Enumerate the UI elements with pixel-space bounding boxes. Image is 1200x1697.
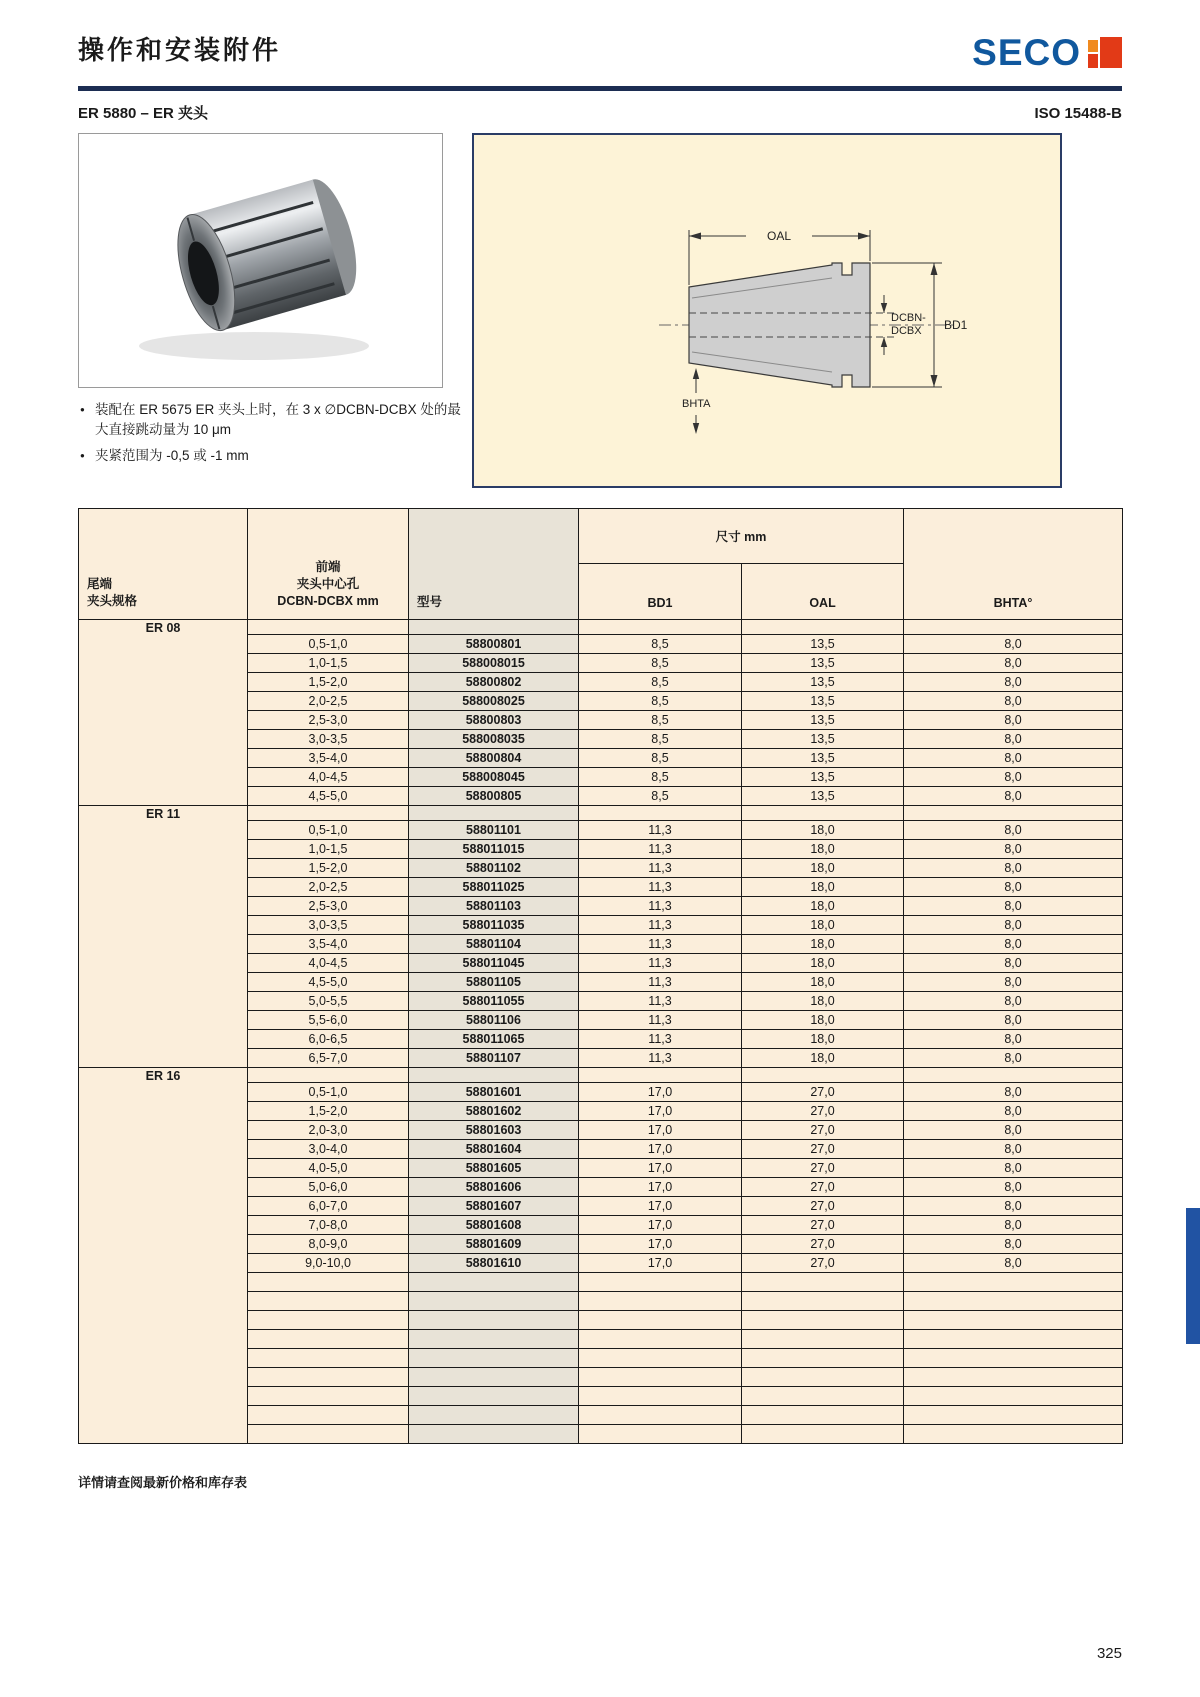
model-number-cell: 588008045	[409, 768, 579, 787]
product-line-title: ER 5880 – ER 夹头	[78, 105, 209, 122]
oal-value-cell: 27,0	[742, 1083, 904, 1102]
bhta-value-cell: 8,0	[904, 692, 1123, 711]
bd1-value-cell: 17,0	[579, 1102, 742, 1121]
header-rule	[78, 86, 1122, 91]
bd1-value-cell: 17,0	[579, 1121, 742, 1140]
model-number-cell	[409, 1349, 579, 1368]
clamping-range-cell	[248, 1330, 409, 1349]
bd1-value-cell: 8,5	[579, 711, 742, 730]
clamping-range-cell: 4,0-5,0	[248, 1159, 409, 1178]
oal-dimension-label: OAL	[766, 229, 792, 243]
oal-value-cell: 18,0	[742, 992, 904, 1011]
oal-value-cell: 18,0	[742, 935, 904, 954]
clamping-range-cell: 1,5-2,0	[248, 859, 409, 878]
model-number-cell: 58800801	[409, 635, 579, 654]
model-number-cell: 588008025	[409, 692, 579, 711]
clamping-range-cell: 2,0-2,5	[248, 878, 409, 897]
sub-header	[78, 102, 1122, 123]
bhta-value-cell: 8,0	[904, 1011, 1123, 1030]
group-label-row	[79, 620, 1123, 635]
bd1-value-cell	[579, 1292, 742, 1311]
bd1-value-cell: 17,0	[579, 1083, 742, 1102]
bhta-value-cell: 8,0	[904, 1216, 1123, 1235]
oal-value-cell: 13,5	[742, 768, 904, 787]
oal-value-cell: 18,0	[742, 859, 904, 878]
model-number-cell: 588011045	[409, 954, 579, 973]
bhta-value-cell: 8,0	[904, 840, 1123, 859]
clamping-range-cell: 2,0-3,0	[248, 1121, 409, 1140]
bd1-value-cell: 17,0	[579, 1235, 742, 1254]
bhta-value-cell: 8,0	[904, 1102, 1123, 1121]
bd1-value-cell: 11,3	[579, 973, 742, 992]
model-number-cell: 58801605	[409, 1159, 579, 1178]
bd1-value-cell: 11,3	[579, 935, 742, 954]
model-number-cell: 58801104	[409, 935, 579, 954]
clamping-range-cell	[248, 620, 409, 635]
model-number-cell	[409, 806, 579, 821]
clamping-range-cell	[248, 1311, 409, 1330]
bd1-value-cell	[579, 1068, 742, 1083]
seco-logo-mark-icon	[1088, 37, 1122, 68]
bhta-value-cell: 8,0	[904, 1197, 1123, 1216]
bd1-value-cell: 11,3	[579, 821, 742, 840]
oal-value-cell	[742, 620, 904, 635]
footer-note: 详情请查阅最新价格和库存表	[78, 1475, 248, 1490]
oal-value-cell: 18,0	[742, 954, 904, 973]
model-number-cell: 58801603	[409, 1121, 579, 1140]
model-number-cell: 58801606	[409, 1178, 579, 1197]
bhta-value-cell: 8,0	[904, 1159, 1123, 1178]
model-number-cell: 588008035	[409, 730, 579, 749]
clamping-range-cell: 0,5-1,0	[248, 635, 409, 654]
bd1-value-cell	[579, 1425, 742, 1444]
bhta-value-cell: 8,0	[904, 1140, 1123, 1159]
model-number-cell: 58801602	[409, 1102, 579, 1121]
column-header-front-bore	[248, 509, 409, 620]
oal-value-cell: 13,5	[742, 787, 904, 806]
oal-value-cell	[742, 1406, 904, 1425]
oal-value-cell: 18,0	[742, 1049, 904, 1068]
product-photo-box	[78, 133, 443, 388]
clamping-range-cell: 3,0-3,5	[248, 730, 409, 749]
bd1-value-cell: 17,0	[579, 1178, 742, 1197]
bhta-value-cell: 8,0	[904, 973, 1123, 992]
collet-table-body	[79, 620, 1123, 1444]
bhta-value-cell	[904, 1273, 1123, 1292]
oal-value-cell: 18,0	[742, 840, 904, 859]
bd1-value-cell: 17,0	[579, 1197, 742, 1216]
model-number-cell: 58800802	[409, 673, 579, 692]
model-number-cell	[409, 1406, 579, 1425]
clamping-range-cell: 4,5-5,0	[248, 787, 409, 806]
bd1-value-cell: 11,3	[579, 1030, 742, 1049]
dcbn-dcbx-dimension-label: DCBN-	[891, 312, 926, 324]
bd1-value-cell: 11,3	[579, 859, 742, 878]
clamping-range-cell	[248, 1368, 409, 1387]
oal-value-cell: 13,5	[742, 711, 904, 730]
model-number-cell: 58801101	[409, 821, 579, 840]
bd1-value-cell: 11,3	[579, 916, 742, 935]
column-header-bd1: BD1	[579, 564, 742, 620]
bd1-value-cell: 8,5	[579, 692, 742, 711]
clamping-range-cell: 0,5-1,0	[248, 1083, 409, 1102]
clamping-range-cell: 2,5-3,0	[248, 711, 409, 730]
clamping-range-cell: 9,0-10,0	[248, 1254, 409, 1273]
oal-value-cell	[742, 1387, 904, 1406]
clamping-range-cell	[248, 806, 409, 821]
tail-header-line2: 夹头规格	[87, 594, 138, 609]
bhta-value-cell: 8,0	[904, 821, 1123, 840]
model-number-cell: 58801106	[409, 1011, 579, 1030]
bd1-value-cell	[579, 620, 742, 635]
oal-value-cell: 27,0	[742, 1197, 904, 1216]
bhta-value-cell	[904, 806, 1123, 821]
oal-value-cell	[742, 1292, 904, 1311]
oal-value-cell: 13,5	[742, 692, 904, 711]
model-number-cell: 588011035	[409, 916, 579, 935]
bd1-value-cell	[579, 1330, 742, 1349]
column-header-oal: OAL	[742, 564, 904, 620]
column-header-tail-spec	[79, 509, 248, 620]
oal-value-cell: 18,0	[742, 821, 904, 840]
oal-value-cell	[742, 1273, 904, 1292]
bhta-value-cell: 8,0	[904, 1254, 1123, 1273]
seco-wordmark: SECO	[972, 32, 1081, 73]
oal-value-cell: 13,5	[742, 749, 904, 768]
bd1-value-cell: 11,3	[579, 954, 742, 973]
clamping-range-cell: 5,5-6,0	[248, 1011, 409, 1030]
clamping-range-cell	[248, 1387, 409, 1406]
model-number-cell	[409, 1068, 579, 1083]
bhta-value-cell	[904, 1330, 1123, 1349]
clamping-range-cell: 6,0-7,0	[248, 1197, 409, 1216]
note-item-runout: ● 装配在 ER 5675 ER 夹头上时，在 3 x ∅DCBN-DCBX 处的最大直接跳动量为 10 μm	[80, 400, 465, 441]
oal-value-cell	[742, 1425, 904, 1444]
clamping-range-cell: 2,0-2,5	[248, 692, 409, 711]
bd1-value-cell: 8,5	[579, 730, 742, 749]
clamping-range-cell	[248, 1406, 409, 1425]
clamping-range-cell: 2,5-3,0	[248, 897, 409, 916]
bhta-value-cell: 8,0	[904, 1083, 1123, 1102]
model-number-cell: 58801105	[409, 973, 579, 992]
bd1-value-cell: 17,0	[579, 1254, 742, 1273]
bhta-value-cell: 8,0	[904, 935, 1123, 954]
front-header-line2: 夹头中心孔	[296, 577, 360, 592]
bd1-value-cell: 8,5	[579, 635, 742, 654]
collet-series-label: ER 08	[79, 620, 248, 806]
oal-value-cell	[742, 806, 904, 821]
iso-standard-label: ISO 15488-B	[1034, 105, 1122, 122]
bd1-value-cell: 11,3	[579, 1049, 742, 1068]
oal-value-cell: 18,0	[742, 878, 904, 897]
clamping-range-cell	[248, 1425, 409, 1444]
clamping-range-cell	[248, 1068, 409, 1083]
model-number-cell	[409, 1311, 579, 1330]
bd1-value-cell	[579, 1311, 742, 1330]
bd1-value-cell: 11,3	[579, 992, 742, 1011]
page-number: 325	[1096, 1645, 1122, 1662]
bhta-value-cell: 8,0	[904, 897, 1123, 916]
bhta-value-cell: 8,0	[904, 654, 1123, 673]
collet-photo-image	[79, 134, 442, 387]
oal-value-cell: 27,0	[742, 1102, 904, 1121]
technical-drawing-box	[472, 133, 1062, 488]
bhta-value-cell	[904, 1425, 1123, 1444]
bd1-value-cell: 11,3	[579, 897, 742, 916]
model-number-cell: 58801102	[409, 859, 579, 878]
model-number-cell: 58801601	[409, 1083, 579, 1102]
oal-value-cell: 27,0	[742, 1254, 904, 1273]
collet-dimension-drawing	[474, 135, 1060, 486]
clamping-range-cell: 4,0-4,5	[248, 954, 409, 973]
bhta-value-cell	[904, 620, 1123, 635]
seco-logo	[972, 34, 1122, 71]
bhta-value-cell: 8,0	[904, 730, 1123, 749]
bd1-value-cell: 8,5	[579, 749, 742, 768]
model-number-cell: 588011025	[409, 878, 579, 897]
bhta-value-cell	[904, 1349, 1123, 1368]
collet-series-label: ER 16	[79, 1068, 248, 1444]
bd1-value-cell: 8,5	[579, 787, 742, 806]
bhta-value-cell: 8,0	[904, 711, 1123, 730]
bhta-value-cell: 8,0	[904, 787, 1123, 806]
bhta-value-cell	[904, 1068, 1123, 1083]
bhta-value-cell	[904, 1387, 1123, 1406]
clamping-range-cell: 7,0-8,0	[248, 1216, 409, 1235]
clamping-range-cell	[248, 1273, 409, 1292]
bd1-value-cell	[579, 1368, 742, 1387]
note-item-clamping-range: ● 夹紧范围为 -0,5 或 -1 mm	[80, 446, 465, 466]
clamping-range-cell: 4,0-4,5	[248, 768, 409, 787]
tail-header-line1: 尾端	[87, 577, 113, 592]
bd1-value-cell	[579, 1273, 742, 1292]
bhta-value-cell	[904, 1292, 1123, 1311]
front-header-line1: 前端	[315, 560, 341, 575]
model-number-cell: 588011065	[409, 1030, 579, 1049]
bd1-value-cell: 17,0	[579, 1216, 742, 1235]
bhta-value-cell: 8,0	[904, 992, 1123, 1011]
bd1-value-cell: 8,5	[579, 654, 742, 673]
clamping-range-cell: 5,0-5,5	[248, 992, 409, 1011]
clamping-range-cell: 1,5-2,0	[248, 673, 409, 692]
oal-value-cell: 27,0	[742, 1235, 904, 1254]
bhta-value-cell	[904, 1368, 1123, 1387]
oal-value-cell	[742, 1311, 904, 1330]
clamping-range-cell: 3,0-3,5	[248, 916, 409, 935]
bhta-value-cell	[904, 1406, 1123, 1425]
oal-value-cell	[742, 1368, 904, 1387]
model-number-cell: 58801107	[409, 1049, 579, 1068]
clamping-range-cell	[248, 1292, 409, 1311]
clamping-range-cell: 1,0-1,5	[248, 840, 409, 859]
bd1-value-cell: 11,3	[579, 1011, 742, 1030]
model-number-cell: 588011055	[409, 992, 579, 1011]
collet-table	[78, 508, 1123, 1444]
bd1-value-cell	[579, 1387, 742, 1406]
oal-value-cell: 27,0	[742, 1178, 904, 1197]
clamping-range-cell: 3,5-4,0	[248, 749, 409, 768]
bhta-value-cell: 8,0	[904, 749, 1123, 768]
bd1-dimension-label: BD1	[944, 318, 968, 332]
bhta-value-cell: 8,0	[904, 1030, 1123, 1049]
oal-value-cell: 18,0	[742, 1030, 904, 1049]
model-number-cell: 588011015	[409, 840, 579, 859]
bd1-value-cell	[579, 1349, 742, 1368]
bd1-value-cell: 11,3	[579, 878, 742, 897]
bhta-value-cell: 8,0	[904, 1178, 1123, 1197]
notes-list	[80, 400, 465, 471]
clamping-range-cell	[248, 1349, 409, 1368]
column-header-dimensions-group: 尺寸 mm	[579, 509, 904, 564]
bd1-value-cell: 8,5	[579, 673, 742, 692]
clamping-range-cell: 1,5-2,0	[248, 1102, 409, 1121]
clamping-range-cell: 4,5-5,0	[248, 973, 409, 992]
bhta-value-cell: 8,0	[904, 1121, 1123, 1140]
oal-value-cell	[742, 1330, 904, 1349]
model-number-cell: 58800805	[409, 787, 579, 806]
model-number-cell: 58800803	[409, 711, 579, 730]
clamping-range-cell: 5,0-6,0	[248, 1178, 409, 1197]
group-label-row	[79, 806, 1123, 821]
bhta-value-cell: 8,0	[904, 673, 1123, 692]
bhta-value-cell: 8,0	[904, 954, 1123, 973]
oal-value-cell: 27,0	[742, 1216, 904, 1235]
column-header-bhta: BHTA°	[904, 509, 1123, 620]
bd1-value-cell: 8,5	[579, 768, 742, 787]
clamping-range-cell: 1,0-1,5	[248, 654, 409, 673]
bhta-value-cell: 8,0	[904, 859, 1123, 878]
bd1-value-cell	[579, 806, 742, 821]
model-number-cell: 58801608	[409, 1216, 579, 1235]
model-number-cell: 58801607	[409, 1197, 579, 1216]
model-number-cell	[409, 620, 579, 635]
collet-table-header	[79, 509, 1123, 620]
bhta-value-cell: 8,0	[904, 1235, 1123, 1254]
model-number-cell: 58801609	[409, 1235, 579, 1254]
model-number-cell: 588008015	[409, 654, 579, 673]
clamping-range-cell: 3,0-4,0	[248, 1140, 409, 1159]
bhta-dimension-label: BHTA	[682, 398, 711, 410]
chapter-side-tab	[1186, 1208, 1200, 1344]
clamping-range-cell: 6,5-7,0	[248, 1049, 409, 1068]
column-header-model: 型号	[409, 509, 579, 620]
model-number-cell: 58801610	[409, 1254, 579, 1273]
oal-value-cell: 13,5	[742, 730, 904, 749]
front-header-line3: DCBN-DCBX mm	[277, 594, 379, 609]
oal-value-cell: 27,0	[742, 1121, 904, 1140]
bhta-value-cell: 8,0	[904, 635, 1123, 654]
bd1-value-cell	[579, 1406, 742, 1425]
bhta-value-cell: 8,0	[904, 768, 1123, 787]
collet-series-label: ER 11	[79, 806, 248, 1068]
dcbn-dcbx-dimension-label-line2: DCBX	[891, 325, 922, 337]
bhta-value-cell	[904, 1311, 1123, 1330]
oal-value-cell: 13,5	[742, 654, 904, 673]
oal-value-cell: 18,0	[742, 916, 904, 935]
model-number-cell	[409, 1368, 579, 1387]
clamping-range-cell: 6,0-6,5	[248, 1030, 409, 1049]
page-title: 操作和安装附件	[78, 36, 282, 65]
oal-value-cell: 13,5	[742, 673, 904, 692]
bhta-value-cell: 8,0	[904, 878, 1123, 897]
model-number-cell	[409, 1330, 579, 1349]
bd1-value-cell: 17,0	[579, 1159, 742, 1178]
model-number-cell	[409, 1387, 579, 1406]
oal-value-cell: 27,0	[742, 1140, 904, 1159]
oal-value-cell	[742, 1068, 904, 1083]
model-number-cell: 58801604	[409, 1140, 579, 1159]
clamping-range-cell: 3,5-4,0	[248, 935, 409, 954]
clamping-range-cell: 8,0-9,0	[248, 1235, 409, 1254]
bd1-value-cell: 11,3	[579, 840, 742, 859]
bhta-value-cell: 8,0	[904, 1049, 1123, 1068]
model-number-cell	[409, 1292, 579, 1311]
model-number-cell: 58801103	[409, 897, 579, 916]
oal-value-cell: 18,0	[742, 897, 904, 916]
bhta-value-cell: 8,0	[904, 916, 1123, 935]
collet-table-wrap	[78, 508, 1122, 1444]
clamping-range-cell: 0,5-1,0	[248, 821, 409, 840]
oal-value-cell: 18,0	[742, 1011, 904, 1030]
oal-value-cell: 18,0	[742, 973, 904, 992]
model-number-cell	[409, 1425, 579, 1444]
model-number-cell	[409, 1273, 579, 1292]
oal-value-cell: 27,0	[742, 1159, 904, 1178]
oal-value-cell	[742, 1349, 904, 1368]
bd1-value-cell: 17,0	[579, 1140, 742, 1159]
group-label-row	[79, 1068, 1123, 1083]
oal-value-cell: 13,5	[742, 635, 904, 654]
model-number-cell: 58800804	[409, 749, 579, 768]
